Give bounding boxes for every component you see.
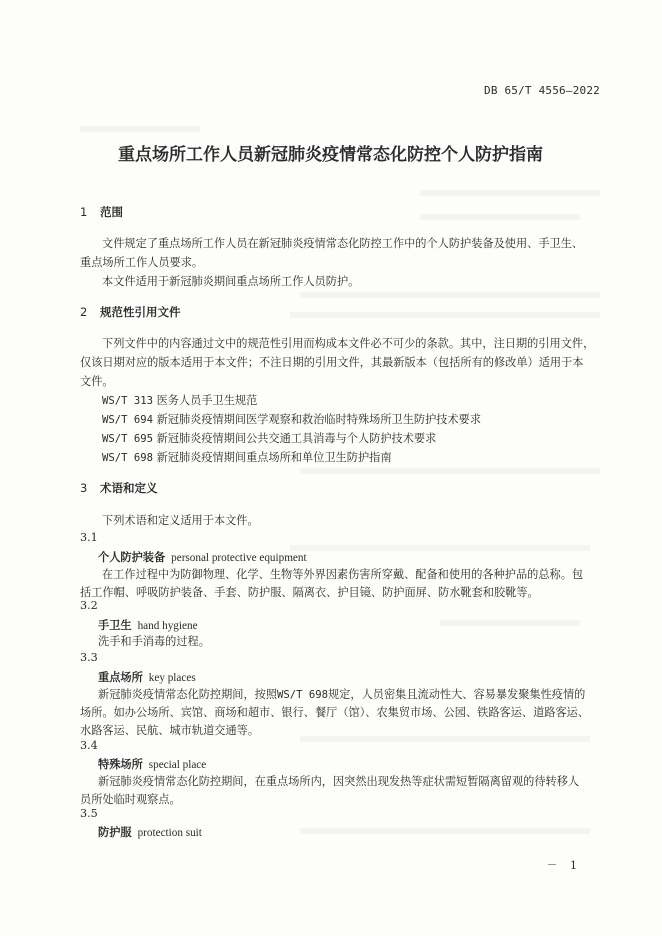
document-title: 重点场所工作人员新冠肺炎疫情常态化防控个人防护指南 <box>118 145 543 165</box>
term-definition-line: 洗手和手消毒的过程。 <box>98 635 210 648</box>
reference-title: 医务人员手卫生规范 <box>156 394 258 407</box>
term-zh: 手卫生 <box>98 619 132 632</box>
term-definition-line: 员所处临时观察点。 <box>80 793 181 806</box>
term-name <box>98 756 206 772</box>
term-name <box>98 549 307 565</box>
section-1-heading <box>80 204 123 220</box>
section-number: 2 <box>80 305 88 319</box>
standard-code: DB 65/T 4556—2022 <box>484 84 600 97</box>
definition-text: 新冠肺炎疫情常态化防控期间，按照 <box>98 688 278 701</box>
term-definition-line: 场所。如办公场所、宾馆、商场和超市、银行、餐厅（馆）、农集贸市场、公园、铁路客运、道路客运、 <box>80 706 590 719</box>
section-number: 3 <box>80 481 88 495</box>
reference-code: WS/T 698 <box>102 452 154 464</box>
reference-code: WS/T 695 <box>102 433 154 445</box>
reference-code: WS/T 698 <box>277 689 329 701</box>
reference-item <box>102 448 392 468</box>
term-zh: 防护服 <box>98 826 132 839</box>
section-title: 范围 <box>100 205 123 219</box>
term-zh: 个人防护装备 <box>98 551 166 564</box>
term-definition-line: 括工作帽、呼吸防护装备、手套、防护服、隔离衣、护目镜、防护面屏、防水靴套和胶靴等。 <box>80 586 539 599</box>
term-en: protection suit <box>137 827 202 839</box>
term-name <box>98 617 198 633</box>
term-definition-line <box>98 685 585 705</box>
section-title: 术语和定义 <box>100 481 158 495</box>
term-definition-line: 新冠肺炎疫情常态化防控期间，在重点场所内，因突然出现发热等症状需短暂隔离留观的待转移人 <box>98 775 580 788</box>
reference-code: WS/T 313 <box>102 395 154 407</box>
reference-title: 新冠肺炎疫情期间公共交通工具消毒与个人防护技术要求 <box>156 432 437 445</box>
term-en: personal protective equipment <box>171 552 307 564</box>
section-title: 规范性引用文件 <box>100 305 181 319</box>
section-number: 1 <box>80 205 88 219</box>
s1-paragraph: 本文件适用于新冠肺炎期间重点场所工作人员防护。 <box>102 275 360 288</box>
term-en: key places <box>148 672 196 684</box>
term-definition-line: 在工作过程中为防御物理、化学、生物等外界因素伤害所穿戴、配备和使用的各种护品的总称。包 <box>102 568 584 581</box>
reference-title: 新冠肺炎疫情期间医学观察和救治临时特殊场所卫生防护技术要求 <box>156 413 482 426</box>
reference-title: 新冠肺炎疫情期间重点场所和单位卫生防护指南 <box>156 451 392 464</box>
s2-paragraph-line: 文件。 <box>80 375 114 388</box>
term-name <box>98 669 196 685</box>
reference-code: WS/T 694 <box>102 414 154 426</box>
reference-item <box>102 429 436 449</box>
term-zh: 重点场所 <box>98 671 143 684</box>
term-number: 3.4 <box>80 739 98 752</box>
term-number: 3.5 <box>80 807 98 820</box>
definition-text: 规定，人员密集且流动性大、容易暴发聚集性疫情的 <box>328 688 586 701</box>
s1-paragraph-line: 文件规定了重点场所工作人员在新冠肺炎疫情常态化防控工作中的个人防护装备及使用、手卫生、 <box>102 237 584 250</box>
term-name <box>98 824 202 840</box>
s3-intro: 下列术语和定义适用于本文件。 <box>102 514 259 527</box>
s1-paragraph-line: 重点场所工作人员要求。 <box>80 256 204 269</box>
s2-paragraph-line: 下列文件中的内容通过文中的规范性引用而构成本文件必不可少的条款。其中，注日期的引用文件， <box>102 337 595 350</box>
section-3-heading <box>80 480 158 496</box>
term-number: 3.2 <box>80 599 98 612</box>
section-2-heading <box>80 304 181 320</box>
s2-paragraph-line: 仅该日期对应的版本适用于本文件；不注日期的引用文件，其最新版本（包括所有的修改单）适用于本 <box>80 356 584 369</box>
term-number: 3.3 <box>80 651 98 664</box>
reference-item <box>102 391 257 411</box>
term-en: hand hygiene <box>137 620 198 632</box>
term-number: 3.1 <box>80 531 98 544</box>
page-mark <box>548 864 556 865</box>
term-en: special place <box>148 759 207 771</box>
reference-item <box>102 410 481 430</box>
page-number: 1 <box>570 859 577 872</box>
term-zh: 特殊场所 <box>98 758 143 771</box>
term-definition-line: 水路客运、民航、城市轨道交通等。 <box>80 724 260 737</box>
